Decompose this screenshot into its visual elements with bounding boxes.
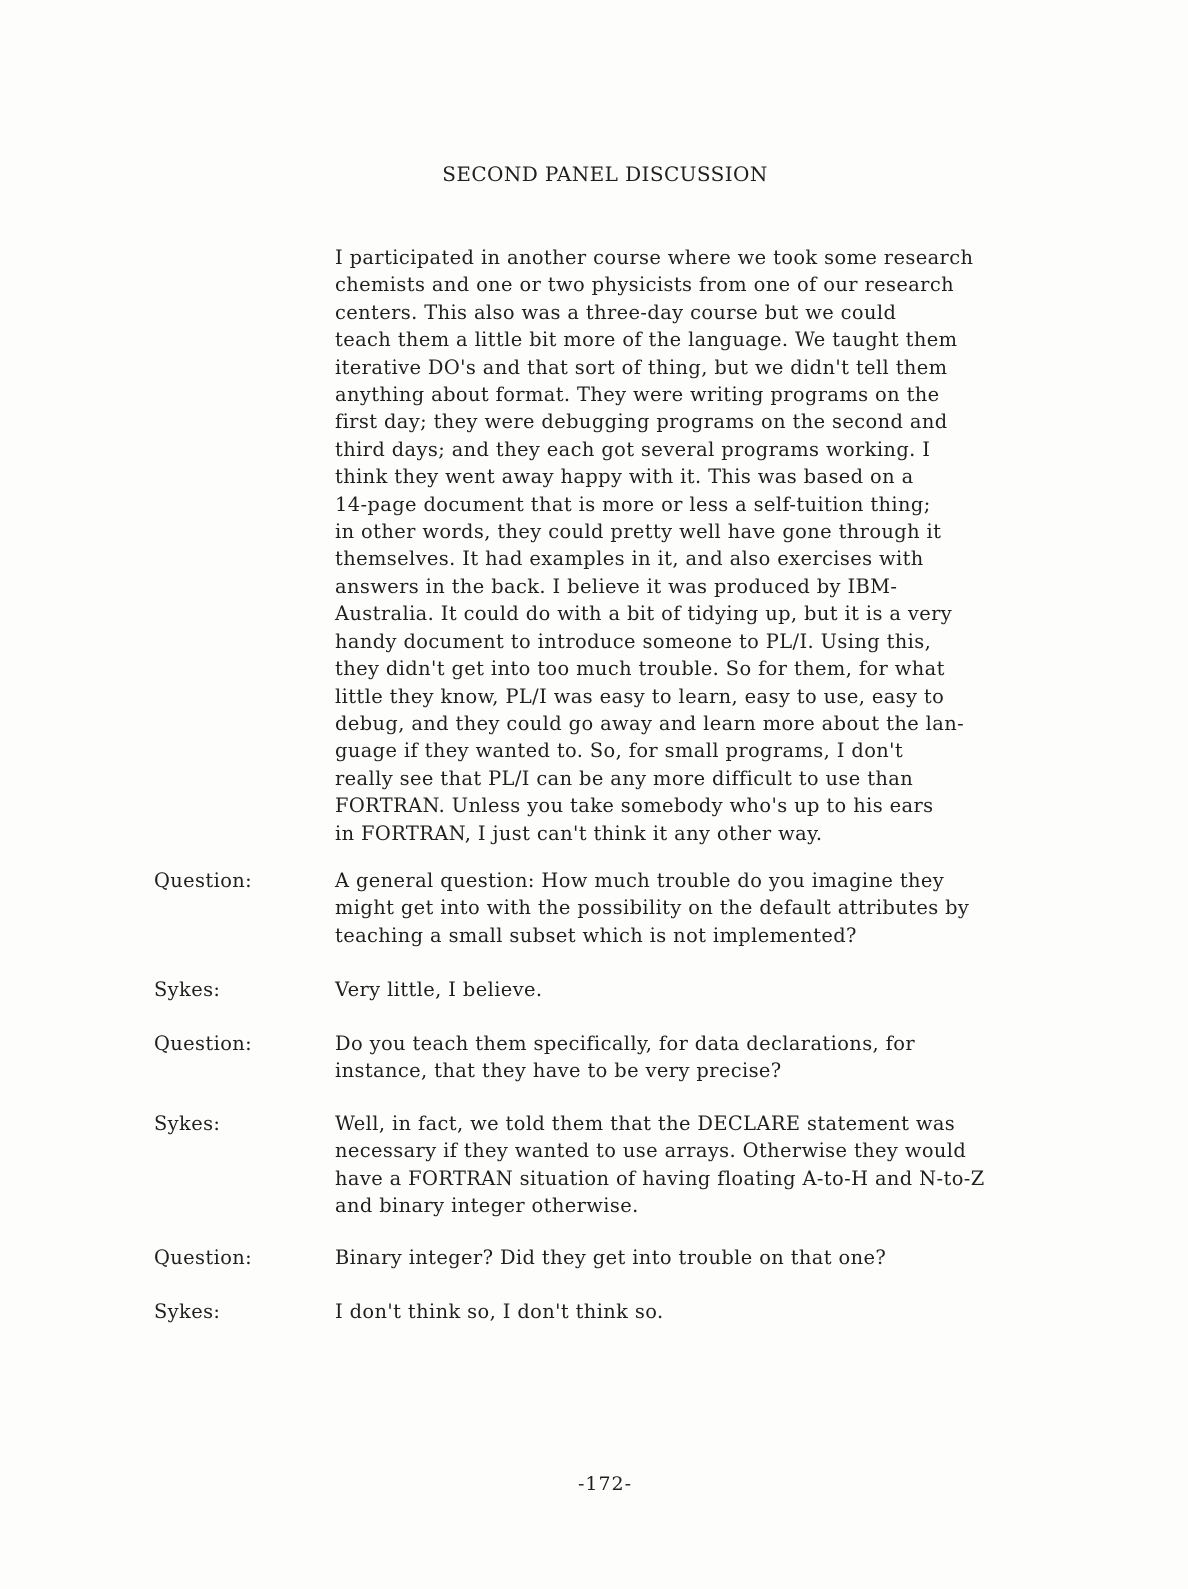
exchange-line: necessary if they wanted to use arrays. Otherwise they would [335,1139,967,1163]
exchange-text [335,867,1105,949]
page-title: SECOND PANEL DISCUSSION [442,162,768,186]
paragraph-line: in other words, they could pretty well have gone through it [335,520,942,544]
paragraph-line: Australia. It could do with a bit of tidying up, but it is a very [335,602,953,626]
paragraph-line: centers. This also was a three-day course but we could [335,300,897,324]
intro-paragraph [335,244,1095,847]
speaker-label: Question: [154,1032,253,1055]
paragraph-line: guage if they wanted to. So, for small programs, I don't [335,739,904,763]
paragraph-line: handy document to introduce someone to PL/I. Using this, [335,629,932,653]
paragraph-line: first day; they were debugging programs on the second and [335,410,948,434]
exchange-line: teaching a small subset which is not implemented? [335,923,857,947]
exchange-text [335,1298,1105,1325]
exchange-text [335,1030,1105,1085]
paragraph-line: teach them a little bit more of the language. We taught them [335,328,958,352]
paragraph-line: debug, and they could go away and learn more about the lan- [335,711,965,735]
speaker-label: Sykes: [154,1300,221,1323]
exchange-line: A general question: How much trouble do you imagine they [335,869,945,892]
speaker-label: Sykes: [154,978,221,1001]
page-number: -172- [577,1473,633,1495]
speaker-label: Question: [154,869,253,892]
speaker-label: Question: [154,1246,253,1269]
exchange-text [335,1110,1105,1220]
exchange-line: Well, in fact, we told them that the DECLARE statement was [335,1112,956,1135]
paragraph-line: I participated in another course where we took some research [335,246,974,269]
exchange-line: instance, that they have to be very precise? [335,1059,782,1083]
exchange-text [335,1244,1105,1271]
exchange-line: and binary integer otherwise. [335,1194,639,1218]
paragraph-line: answers in the back. I believe it was produced by IBM- [335,574,898,598]
paragraph-line: FORTRAN. Unless you take somebody who's up to his ears [335,794,934,818]
exchange-line: I don't think so, I don't think so. [335,1300,664,1323]
paragraph-line: little they know, PL/I was easy to learn, easy to use, easy to [335,684,945,708]
paragraph-line: 14-page document that is more or less a self-tuition thing; [335,492,931,516]
paragraph-line: think they went away happy with it. This was based on a [335,465,914,489]
paragraph-line: really see that PL/I can be any more difficult to use than [335,766,914,790]
paragraph-line: chemists and one or two physicists from one of our research [335,273,954,297]
exchange-line: Binary integer? Did they get into trouble on that one? [335,1246,887,1269]
exchange-line: Very little, I believe. [335,978,543,1001]
exchange-text [335,976,1105,1003]
paragraph-line: third days; and they each got several programs working. I [335,437,931,461]
paragraph-line: themselves. It had examples in it, and also exercises with [335,547,924,571]
exchange-line: have a FORTRAN situation of having floating A-to-H and N-to-Z [335,1166,985,1190]
paragraph-line: iterative DO's and that sort of thing, but we didn't tell them [335,355,948,379]
speaker-label: Sykes: [154,1112,221,1135]
paragraph-line: in FORTRAN, I just can't think it any other way. [335,821,823,845]
paragraph-line: anything about format. They were writing programs on the [335,383,940,407]
paragraph-line: they didn't get into too much trouble. So for them, for what [335,657,945,681]
exchange-line: Do you teach them specifically, for data declarations, for [335,1032,915,1055]
exchange-line: might get into with the possibility on the default attributes by [335,896,970,920]
